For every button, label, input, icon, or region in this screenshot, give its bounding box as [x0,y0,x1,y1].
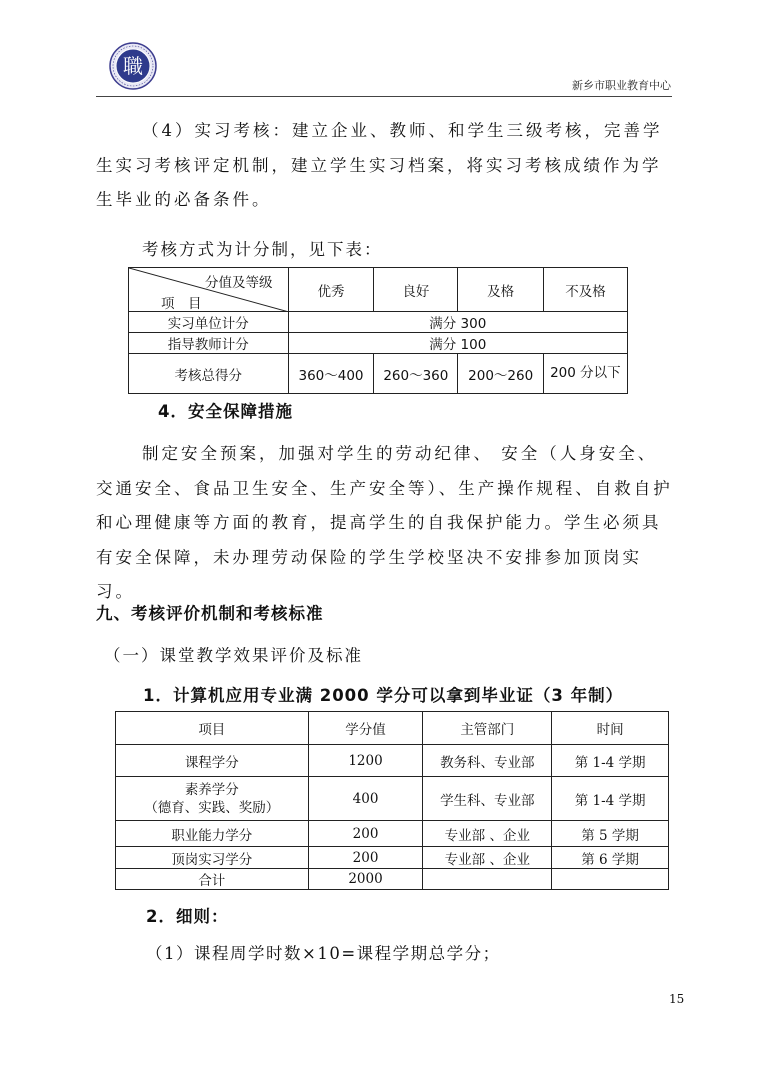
header-org-name: 新乡市职业教育中心 [572,79,671,92]
row-label: 实习单位计分 [129,312,289,333]
row-dept: 学生科、专业部 [423,777,552,821]
header-divider [96,96,672,97]
section-nine-sub1: （一）课堂教学效果评价及标准 [104,646,363,665]
total-fail: 200 分以下 [544,354,628,394]
credit-table [115,711,669,890]
school-logo [109,42,157,90]
logo-glyph: 職 [123,54,143,78]
row-time: 第 1-4 学期 [552,777,669,821]
grade-fail: 不及格 [544,268,628,312]
total-excellent: 360～400 [288,354,374,394]
details-heading: 2．细则： [146,907,229,926]
table-header-row [129,268,628,312]
row-item: 顶岗实习学分 [116,847,309,869]
header-item-label: 项 目 [161,296,202,312]
row-time: 第 6 学期 [552,847,669,869]
credit-requirement-line: 1．计算机应用专业满 2000 学分可以拿到毕业证（3 年制） [143,686,624,705]
total-good: 260～360 [374,354,458,394]
row-credits: 200 [308,847,423,869]
row-dept: 专业部 、企业 [423,847,552,869]
row-item: 职业能力学分 [116,821,309,847]
page-number: 15 [669,992,685,1006]
safety-paragraph: 制定安全预案，加强对学生的劳动纪律、 安全（人身安全、交通安全、食品卫生安全、生产安全等）、生产操作规程、自救自护和心理健康等方面的教育，提高学生的自我保护能力。学生必须具有安全保障，未办理劳动保险的学生学校坚决不安排参加顶岗实习。 [96,444,673,601]
row-credits: 200 [308,821,423,847]
row-dept: 专业部 、企业 [423,821,552,847]
table-row [129,312,628,333]
table-row [116,869,669,890]
assessment-method-line: 考核方式为计分制，见下表： [142,240,383,259]
details-item-1: （1）课程周学时数×10=课程学期总学分； [146,944,501,963]
col-credits-header: 学分值 [308,712,423,745]
total-pass: 200～260 [458,354,544,394]
row-dept: 教务科、专业部 [423,745,552,777]
row-item: 课程学分 [116,745,309,777]
header-grade-label: 分值及等级 [205,275,273,291]
row-item-name: 素养学分 [184,781,239,798]
row-merged-value: 满分 300 [288,312,627,333]
assessment-paragraph: （4）实习考核：建立企业、教师、和学生三级考核，完善学生实习考核评定机制，建立学生实习档案，将实习考核成绩作为学生毕业的必备条件。 [96,121,663,209]
table-row [116,821,669,847]
row-time [552,869,669,890]
assessment-score-table [128,267,628,394]
row-dept [423,869,552,890]
row-credits: 400 [308,777,423,821]
grade-good: 良好 [374,268,458,312]
row-item-note: （德育、实践、奖励） [144,799,280,816]
row-time: 第 5 学期 [552,821,669,847]
row-merged-value: 满分 100 [288,333,627,354]
row-item [116,777,309,821]
table-row [116,745,669,777]
table-row [129,354,628,394]
col-item-header: 项目 [116,712,309,745]
grade-pass: 及格 [458,268,544,312]
row-label: 指导教师计分 [129,333,289,354]
grade-excellent: 优秀 [288,268,374,312]
safety-heading: 4．安全保障措施 [158,402,293,421]
diagonal-header-cell [129,268,289,312]
table-row [116,847,669,869]
section-nine-heading: 九、考核评价机制和考核标准 [96,604,324,623]
table-header-row [116,712,669,745]
table-row [129,333,628,354]
row-item: 合计 [116,869,309,890]
table-row [116,777,669,821]
row-time: 第 1-4 学期 [552,745,669,777]
row-credits: 2000 [308,869,423,890]
col-dept-header: 主管部门 [423,712,552,745]
total-label: 考核总得分 [129,354,289,394]
row-credits: 1200 [308,745,423,777]
col-time-header: 时间 [552,712,669,745]
